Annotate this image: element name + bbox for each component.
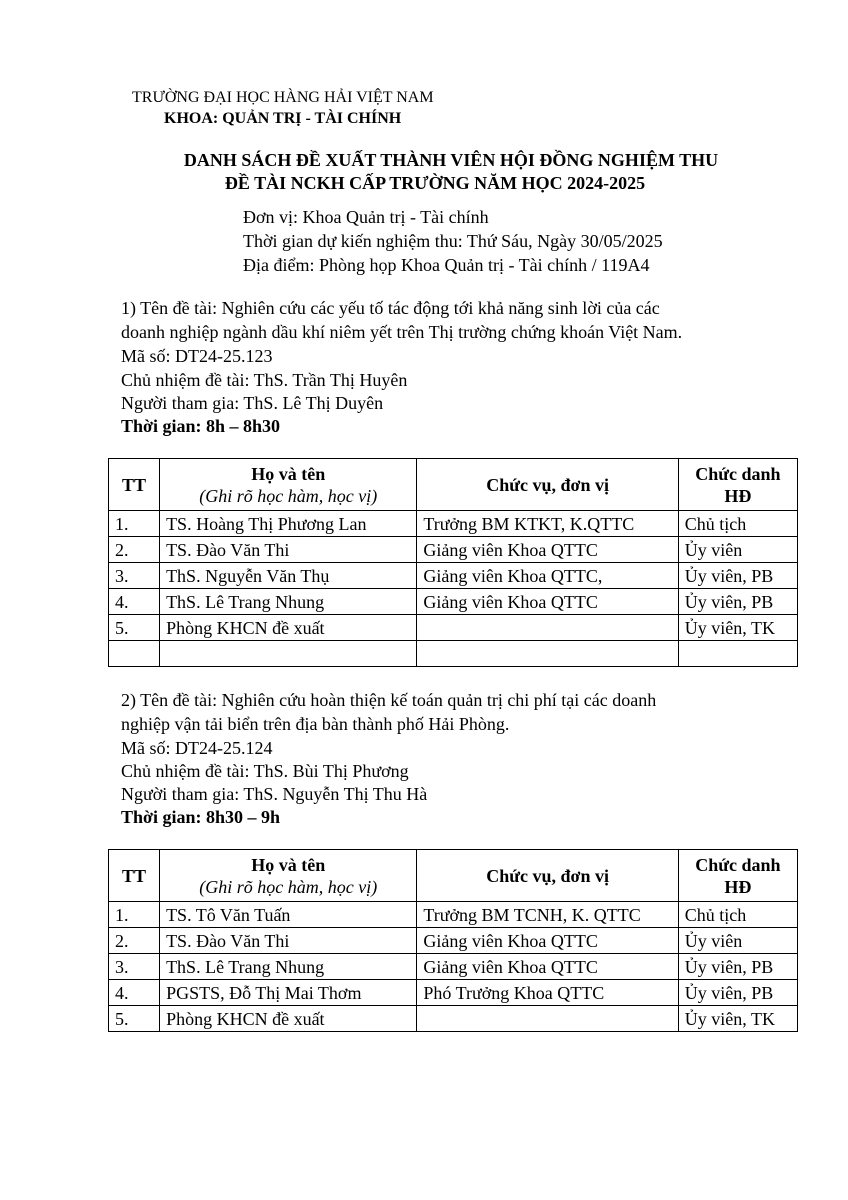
table-row [109, 980, 798, 1006]
topic-2-time: Thời gian: 8h30 – 9h [121, 807, 281, 827]
column-header-name [160, 459, 417, 511]
cell-tt: 3. [109, 563, 160, 589]
table-header-row [109, 850, 798, 902]
cell-title: Ủy viên, PB [678, 563, 797, 589]
cell-title: Chủ tịch [678, 902, 797, 928]
cell-title: Ủy viên [678, 928, 797, 954]
cell-tt: 4. [109, 589, 160, 615]
cell-title: Chủ tịch [678, 511, 797, 537]
table-row [109, 1006, 798, 1032]
cell-name: PGSTS, Đỗ Thị Mai Thơm [160, 980, 417, 1006]
cell-tt: 5. [109, 1006, 160, 1032]
cell-role: Giảng viên Khoa QTTC [417, 589, 678, 615]
topic-2-code: Mã số: DT24-25.124 [121, 738, 273, 758]
table-row [109, 511, 798, 537]
committee-table-2 [108, 849, 798, 1032]
cell-role: Giảng viên Khoa QTTC [417, 537, 678, 563]
table-row [109, 589, 798, 615]
cell-role: Trưởng BM TCNH, K. QTTC [417, 902, 678, 928]
cell-tt [109, 641, 160, 667]
committee-table-1 [108, 458, 798, 667]
cell-role: Giảng viên Khoa QTTC, [417, 563, 678, 589]
column-header-title-line-2: HĐ [724, 876, 752, 897]
topic-1-title-line-2: doanh nghiệp ngành dầu khí niêm yết trên Thị trường chứng khoán Việt Nam. [121, 322, 683, 342]
table-row [109, 563, 798, 589]
cell-title [678, 641, 797, 667]
table-header-row [109, 459, 798, 511]
cell-role: Phó Trưởng Khoa QTTC [417, 980, 678, 1006]
column-header-title-line-1: Chức danh [695, 463, 781, 484]
unit-line: Đơn vị: Khoa Quản trị - Tài chính [243, 207, 489, 227]
topic-2-title-line-1: 2) Tên đề tài: Nghiên cứu hoàn thiện kế toán quản trị chi phí tại các doanh [121, 690, 657, 710]
topic-1-leader: Chủ nhiệm đề tài: ThS. Trần Thị Huyên [121, 370, 408, 390]
column-header-name-sub: (Ghi rõ học hàm, học vị) [199, 876, 378, 897]
cell-title: Ủy viên, TK [678, 615, 797, 641]
cell-role: Trưởng BM KTKT, K.QTTC [417, 511, 678, 537]
cell-name: TS. Hoàng Thị Phương Lan [160, 511, 417, 537]
table-row [109, 902, 798, 928]
topic-2-participant: Người tham gia: ThS. Nguyễn Thị Thu Hà [121, 784, 428, 804]
table-row [109, 954, 798, 980]
cell-tt: 4. [109, 980, 160, 1006]
topic-1-title-line-1: 1) Tên đề tài: Nghiên cứu các yếu tố tác động tới khả năng sinh lời của các [121, 298, 660, 318]
column-header-name-label: Họ và tên [251, 854, 326, 875]
topic-2-leader: Chủ nhiệm đề tài: ThS. Bùi Thị Phương [121, 761, 409, 781]
cell-tt: 1. [109, 511, 160, 537]
column-header-title-line-2: HĐ [724, 485, 752, 506]
cell-tt: 2. [109, 537, 160, 563]
column-header-role: Chức vụ, đơn vị [417, 850, 678, 902]
department-name: KHOA: QUẢN TRỊ - TÀI CHÍNH [164, 110, 402, 127]
cell-name: Phòng KHCN đề xuất [160, 615, 417, 641]
column-header-title-line-1: Chức danh [695, 854, 781, 875]
column-header-tt: TT [109, 850, 160, 902]
university-name: TRƯỜNG ĐẠI HỌC HÀNG HẢI VIỆT NAM [132, 89, 434, 106]
topic-1-code: Mã số: DT24-25.123 [121, 346, 273, 366]
cell-title: Ủy viên [678, 537, 797, 563]
cell-name: TS. Tô Văn Tuấn [160, 902, 417, 928]
document-title-line-1: DANH SÁCH ĐỀ XUẤT THÀNH VIÊN HỘI ĐỒNG NGHIỆM THU [183, 150, 719, 170]
cell-name: ThS. Lê Trang Nhung [160, 954, 417, 980]
cell-role [417, 641, 678, 667]
column-header-name-sub: (Ghi rõ học hàm, học vị) [199, 485, 378, 506]
scheduled-time-line: Thời gian dự kiến nghiệm thu: Thứ Sáu, Ngày 30/05/2025 [243, 231, 663, 251]
cell-name: TS. Đào Văn Thi [160, 928, 417, 954]
table-row [109, 537, 798, 563]
column-header-title [678, 459, 797, 511]
cell-title: Ủy viên, PB [678, 980, 797, 1006]
table-row [109, 928, 798, 954]
cell-name: ThS. Lê Trang Nhung [160, 589, 417, 615]
cell-name: TS. Đào Văn Thi [160, 537, 417, 563]
column-header-name-label: Họ và tên [251, 463, 326, 484]
location-line: Địa điểm: Phòng họp Khoa Quản trị - Tài chính / 119A4 [243, 255, 650, 275]
cell-tt: 3. [109, 954, 160, 980]
topic-2-title-line-2: nghiệp vận tải biển trên địa bàn thành phố Hải Phòng. [121, 714, 510, 734]
cell-role: Giảng viên Khoa QTTC [417, 954, 678, 980]
cell-tt: 5. [109, 615, 160, 641]
document-title-line-2: ĐỀ TÀI NCKH CẤP TRƯỜNG NĂM HỌC 2024-2025 [224, 173, 646, 193]
cell-role [417, 1006, 678, 1032]
column-header-tt: TT [109, 459, 160, 511]
table-row [109, 615, 798, 641]
table-row-empty [109, 641, 798, 667]
cell-role: Giảng viên Khoa QTTC [417, 928, 678, 954]
cell-name: ThS. Nguyễn Văn Thụ [160, 563, 417, 589]
cell-name: Phòng KHCN đề xuất [160, 1006, 417, 1032]
cell-title: Ủy viên, PB [678, 954, 797, 980]
column-header-role: Chức vụ, đơn vị [417, 459, 678, 511]
column-header-title [678, 850, 797, 902]
cell-tt: 1. [109, 902, 160, 928]
cell-name [160, 641, 417, 667]
cell-tt: 2. [109, 928, 160, 954]
topic-1-time: Thời gian: 8h – 8h30 [121, 416, 281, 436]
cell-role [417, 615, 678, 641]
cell-title: Ủy viên, PB [678, 589, 797, 615]
cell-title: Ủy viên, TK [678, 1006, 797, 1032]
topic-1-participant: Người tham gia: ThS. Lê Thị Duyên [121, 393, 384, 413]
column-header-name [160, 850, 417, 902]
